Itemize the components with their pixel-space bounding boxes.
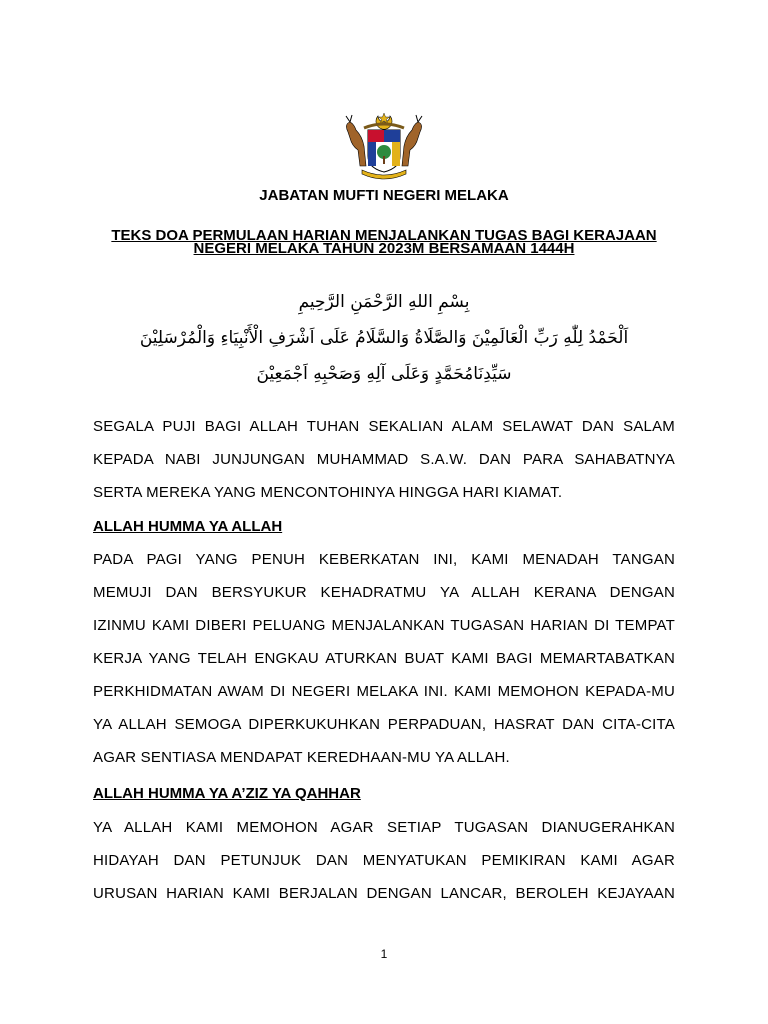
opening-paragraph xyxy=(93,410,675,509)
task-prayer-paragraph xyxy=(93,811,675,910)
section-heading-ya-aziz-ya-qahhar: ALLAH HUMMA YA A’ZIZ YA QAHHAR xyxy=(93,785,361,802)
arabic-basmalah: بِسْمِ اللهِ الرَّحْمَنِ الرَّحِيمِ xyxy=(298,292,470,312)
paragraph-line: YA ALLAH SEMOGA DIPERKUKUHKAN PERPADUAN, HASRAT DAN CITA-CITA xyxy=(93,716,675,733)
paragraph-line: YA ALLAH KAMI MEMOHON AGAR SETIAP TUGASAN DIANUGERAHKAN xyxy=(93,819,675,836)
morning-prayer-paragraph xyxy=(93,543,675,774)
document-title xyxy=(90,229,678,255)
paragraph-line: PERKHIDMATAN AWAM DI NEGERI MELAKA INI. KAMI MEMOHON KEPADA-MU xyxy=(93,683,675,700)
paragraph-line: KERJA YANG TELAH ENGKAU ATURKAN BUAT KAMI BAGI MEMARTABATKAN xyxy=(93,650,675,667)
paragraph-line: SEGALA PUJI BAGI ALLAH TUHAN SEKALIAN ALAM SELAWAT DAN SALAM xyxy=(93,418,675,435)
document-title-line-2: NEGERI MELAKA TAHUN 2023M BERSAMAAN 1444H xyxy=(193,240,575,257)
arabic-salawat-line: سَيِّدِنَامُحَمَّدٍ وَعَلَى آلِهِ وَصَحْبِهِ اَجْمَعِيْنَ xyxy=(256,364,512,384)
paragraph-line: HIDAYAH DAN PETUNJUK DAN MENYATUKAN PEMIKIRAN KAMI AGAR xyxy=(93,852,675,869)
paragraph-line: AGAR SENTIASA MENDAPAT KEREDHAAN-MU YA ALLAH. xyxy=(93,749,510,766)
paragraph-line: KEPADA NABI JUNJUNGAN MUHAMMAD S.A.W. DAN PARA SAHABATNYA xyxy=(93,451,675,468)
paragraph-line: SERTA MEREKA YANG MENCONTOHINYA HINGGA HARI KIAMAT. xyxy=(93,484,563,501)
paragraph-line: PADA PAGI YANG PENUH KEBERKATAN INI, KAMI MENADAH TANGAN xyxy=(93,551,675,568)
section-heading-ya-allah: ALLAH HUMMA YA ALLAH xyxy=(93,518,283,535)
paragraph-line: MEMUJI DAN BERSYUKUR KEHADRATMU YA ALLAH KERANA DENGAN xyxy=(93,584,675,601)
paragraph-line: IZINMU KAMI DIBERI PELUANG MENJALANKAN TUGASAN HARIAN DI TEMPAT xyxy=(93,617,675,634)
page-number: 1 xyxy=(380,947,388,961)
arabic-praise-line: اَلْحَمْدُ لِلّٰهِ رَبِّ الْعَالَمِيْنَ وَالصَّلَاةُ وَالسَّلَامُ عَلَى اَشْرَفِ الْأَنْبِيَاءِ وَالْمُرْسَلِيْنَ xyxy=(139,328,629,348)
organization-name: JABATAN MUFTI NEGERI MELAKA xyxy=(259,187,509,204)
melaka-coat-of-arms-icon xyxy=(338,110,430,180)
document-title-line-1: TEKS DOA PERMULAAN HARIAN MENJALANKAN TUGAS BAGI KERAJAAN xyxy=(111,227,657,244)
paragraph-line: URUSAN HARIAN KAMI BERJALAN DENGAN LANCAR, BEROLEH KEJAYAAN xyxy=(93,885,675,902)
